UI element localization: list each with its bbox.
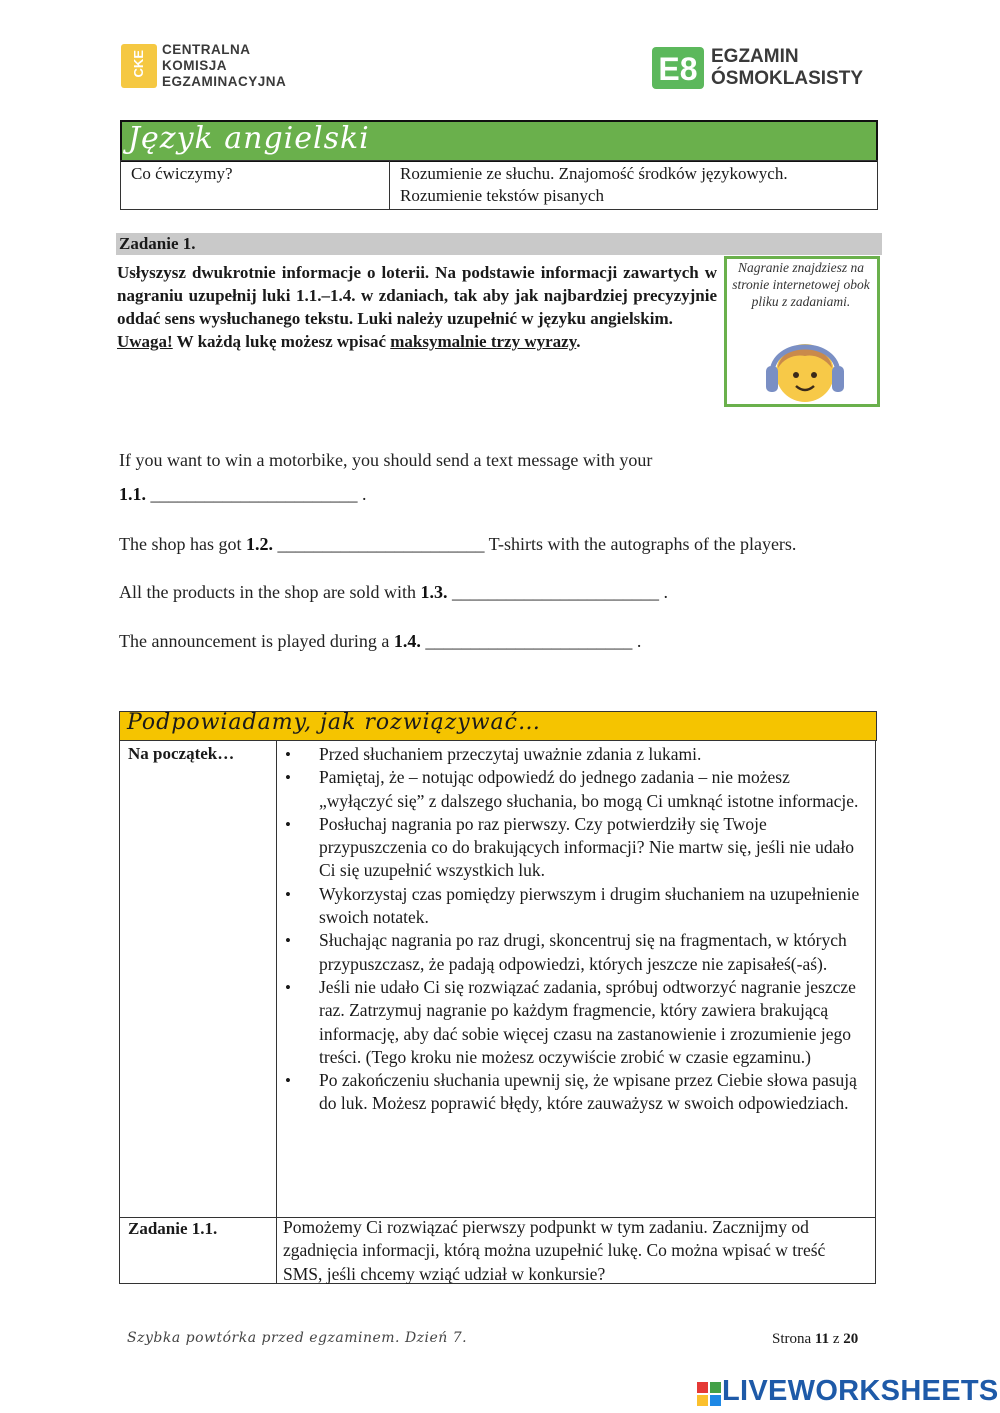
sentence-1-gap-line <box>119 482 367 506</box>
recording-note-text: Nagranie znajdziesz na stronie internetowej obok pliku z zadaniami. <box>732 260 870 309</box>
warning-text: W każdą lukę możesz wpisać <box>172 332 391 351</box>
exam-line-2: ÓSMOKLASISTY <box>711 68 864 89</box>
page-number <box>772 1331 858 1348</box>
subject-title: Język angielski <box>128 121 370 156</box>
warning-label: Uwaga! <box>117 332 173 351</box>
tip-item: • Po zakończeniu słuchania upewnij się, że wpisane przez Ciebie słowa pasują do luk. Możesz poprawić błędy, które zauważysz w swoich odpowiedziach. <box>283 1069 868 1116</box>
sentence-2-post: T-shirts with the autographs of the players. <box>484 534 797 554</box>
gap-1-3-number: 1.3. <box>420 582 448 602</box>
gap-1-3-blank[interactable]: _______________________ <box>451 582 659 602</box>
tips-row1-label: Na początek… <box>128 744 235 763</box>
tip-item: • Słuchając nagrania po raz drugi, skoncentruj się na fragmentach, w których przypuszczasz, że padają odpowiedzi, których jeszcze nie zapisałeś(-aś). <box>283 929 868 976</box>
headphones-child-icon <box>762 330 848 404</box>
sentence-3 <box>119 580 668 604</box>
cke-line-1: CENTRALNA <box>162 42 251 57</box>
sentence-4-end: . <box>632 631 642 651</box>
liveworksheets-icon[interactable] <box>697 1382 721 1406</box>
instruction-text: Usłyszysz dwukrotnie informacje o loterii. Na podstawie informacji zawartych w nagraniu uzupełnij luki 1.1.–1.4. w zdaniach, tak aby jak najbardziej precyzyjnie oddać sens wysłuchanego tekstu. Luki należy uzupełnić w języku angielskim. <box>117 263 717 328</box>
tip-item: • Przed słuchaniem przeczytaj uważnie zdania z lukami. <box>283 743 868 766</box>
practice-value: Rozumienie ze słuchu. Znajomość środków językowych. Rozumienie tekstów pisanych <box>390 161 878 210</box>
practice-table <box>120 160 878 210</box>
exam-line-1: EGZAMIN <box>711 46 799 67</box>
sentence-2 <box>119 532 796 556</box>
exam-logo-text <box>711 46 863 90</box>
sentence-3-pre: All the products in the shop are sold with <box>119 582 421 602</box>
tip-item: • Wykorzystaj czas pomiędzy pierwszym i drugim słuchaniem na uzupełnienie swoich notatek. <box>283 883 868 930</box>
gap-1-2-number: 1.2. <box>245 534 273 554</box>
sentence-1: If you want to win a motorbike, you should send a text message with your <box>119 450 653 470</box>
e8-mark-text: E8 <box>658 51 698 87</box>
page-total: 20 <box>843 1331 859 1347</box>
practice-label: Co ćwiczymy? <box>121 161 390 210</box>
gap-1-1-number: 1.1. <box>119 484 146 504</box>
footer-title: Szybka powtórka przed egzaminem. Dzień 7. <box>127 1330 468 1346</box>
page-current: 11 <box>814 1331 830 1347</box>
task-header-bar <box>116 233 882 255</box>
task-label: Zadanie 1. <box>119 234 196 253</box>
tips-title: Podpowiadamy, jak rozwiązywać… <box>127 710 541 735</box>
tips-bullet-list <box>283 743 868 1116</box>
page-mid: z <box>829 1331 844 1347</box>
task-instruction <box>117 261 717 353</box>
warning-underlined: maksymalnie trzy wyrazy <box>390 332 577 351</box>
warning-end: . <box>576 332 581 351</box>
sentence-2-pre: The shop has got <box>119 534 246 554</box>
tips-row2-label: Zadanie 1.1. <box>128 1219 218 1238</box>
cke-mark-text: CKE <box>131 50 146 78</box>
sentence-4 <box>119 629 641 653</box>
tips-row1-label-cell <box>119 740 277 1218</box>
cke-logo-text <box>162 42 286 90</box>
cke-line-2: KOMISJA <box>162 58 228 73</box>
sentence-4-pre: The announcement is played during a <box>119 631 394 651</box>
gap-1-1-blank[interactable]: _______________________ <box>150 484 358 504</box>
page-prefix: Strona <box>772 1331 815 1347</box>
tips-row2-text: Pomożemy Ci rozwiązać pierwszy podpunkt w tym zadaniu. Zacznijmy od zgadnięcia informacji, którą można uzupełnić lukę. Co można wpisać w treść SMS, jeśli chcemy wziąć udział w konkursie? <box>283 1217 826 1284</box>
cke-line-3: EGZAMINACYJNA <box>162 74 287 89</box>
sentence-3-end: . <box>658 582 668 602</box>
sentence-1-end: . <box>357 484 367 504</box>
gap-1-4-blank[interactable]: _______________________ <box>425 631 633 651</box>
tip-item: • Posłuchaj nagrania po raz pierwszy. Czy potwierdziły się Twoje przypuszczenia co do brakujących informacji? Nie martw się, jeśli nie udało Ci się uzupełnić wszystkich luk. <box>283 813 868 883</box>
gap-1-2-blank[interactable]: _______________________ <box>277 534 485 554</box>
liveworksheets-brand[interactable]: LIVEWORKSHEETS <box>722 1375 999 1407</box>
e8-logo-mark <box>652 47 704 89</box>
tip-item: • Jeśli nie udało Ci się rozwiązać zadania, spróbuj odtworzyć nagranie jeszcze raz. Zatrzymuj nagranie po każdym fragmencie, który zawiera brakującą informację, aby dać sobie więcej czasu na zastanowienie i zrozumienie jego treści. (Tego kroku nie możesz oczywiście zrobić w czasie egzaminu.) <box>283 976 868 1069</box>
gap-1-4-number: 1.4. <box>393 631 421 651</box>
tip-item: • Pamiętaj, że – notując odpowiedź do jednego zadania – nie możesz „wyłączyć się” z dalszego słuchania, bo mogą Ci umknąć istotne informacje. <box>283 766 868 813</box>
cke-logo-mark <box>121 44 157 88</box>
